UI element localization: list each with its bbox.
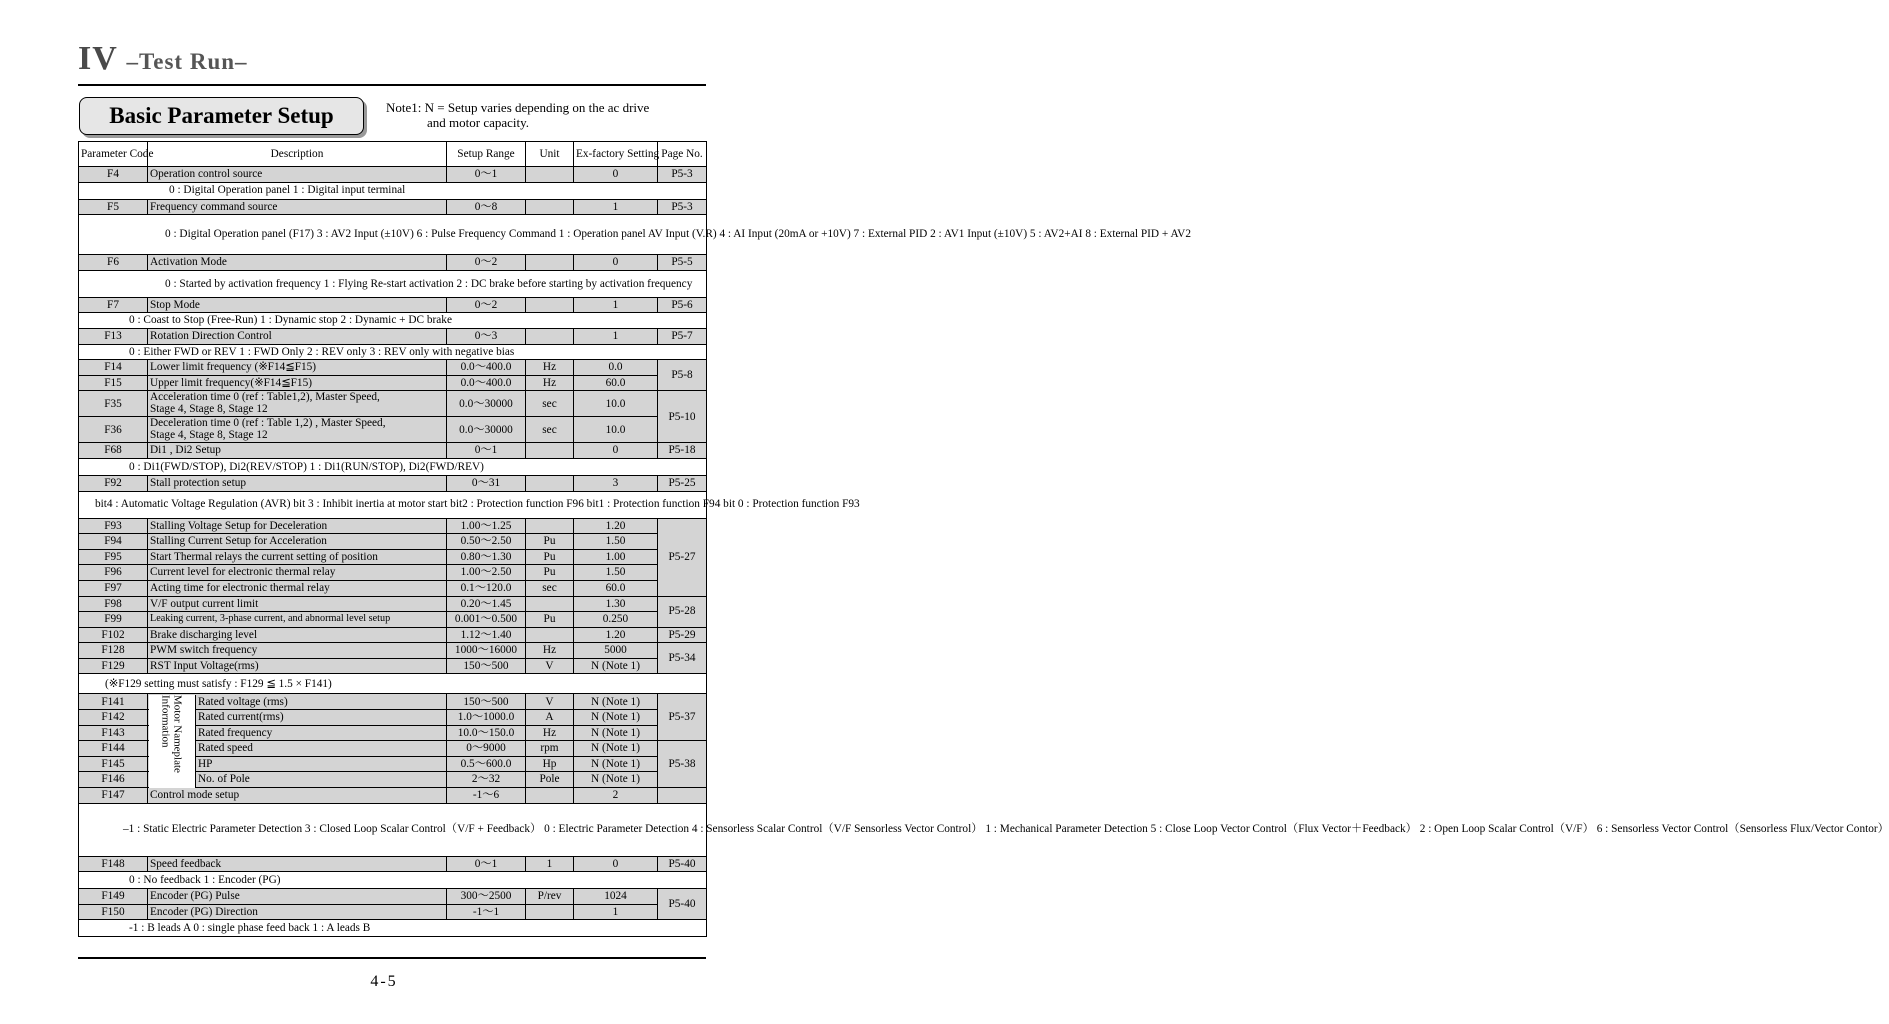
- param-range: 150～500: [447, 658, 526, 674]
- param-range: 0.20～1.45: [447, 596, 526, 612]
- param-page: [658, 788, 707, 804]
- param-unit: [526, 627, 574, 643]
- param-detail: -1 : B leads A 0 : single phase feed back 1 : A leads B: [79, 920, 707, 937]
- table-row: [79, 375, 707, 391]
- param-default: 1.20: [574, 627, 658, 643]
- param-code: F7: [79, 297, 148, 313]
- param-code: F145: [79, 756, 148, 772]
- table-row: [79, 596, 707, 612]
- motor-nameplate-label: [149, 695, 196, 788]
- param-desc: Stop Mode: [148, 297, 447, 313]
- table-detail-row: [79, 872, 707, 889]
- param-page: P5-28: [658, 596, 707, 627]
- param-code: F97: [79, 580, 148, 596]
- param-unit: [526, 297, 574, 313]
- param-range: 0～1: [447, 856, 526, 872]
- header-code: Parameter Code: [79, 142, 148, 167]
- param-code: F13: [79, 328, 148, 344]
- param-code: F68: [79, 443, 148, 459]
- table-row: [79, 167, 707, 183]
- param-code: F36: [79, 417, 148, 443]
- param-unit: sec: [526, 391, 574, 417]
- table-row: [79, 417, 707, 443]
- param-desc: Rated frequency: [148, 725, 447, 741]
- header-rule: [78, 84, 706, 86]
- param-default: 1.30: [574, 596, 658, 612]
- param-range: 0～9000: [447, 741, 526, 757]
- param-desc: Stall protection setup: [148, 475, 447, 491]
- param-unit: [526, 518, 574, 534]
- param-range: 0～1: [447, 167, 526, 183]
- param-page: P5-5: [658, 255, 707, 271]
- param-desc-line: Acceleration time 0 (ref : Table1,2), Master Speed,: [150, 391, 380, 404]
- param-code: F93: [79, 518, 148, 534]
- param-code: F96: [79, 565, 148, 581]
- motor-nameplate-text: Motor Nameplate Information: [159, 694, 184, 773]
- param-desc: Frequency command source: [148, 199, 447, 215]
- param-default: N (Note 1): [574, 710, 658, 726]
- header-default: Ex-factory Setting: [574, 142, 658, 167]
- table-row: [79, 360, 707, 376]
- param-default: N (Note 1): [574, 741, 658, 757]
- param-default: 1: [574, 904, 658, 920]
- table-row: [79, 788, 707, 804]
- param-unit: Hz: [526, 643, 574, 659]
- param-detail: –1 : Static Electric Parameter Detection 3 : Closed Loop Scalar Control（V/F + Feedback） 0 : Electric Parameter Detection 4 : Sensorless Scalar Control（V/F Sensorless Vector Control） 1 : Mechanical Parameter Detection 5 : Close Loop Vector Control（Flux Vector＋Feedback） 2 : Open Loop Scalar Control（V/F） 6 : Sensorless Vector Control（Sensorless Flux/Vector Contor）: [79, 803, 707, 856]
- param-default: 60.0: [574, 375, 658, 391]
- param-code: F141: [79, 694, 148, 710]
- param-code: F98: [79, 596, 148, 612]
- table-row: [79, 328, 707, 344]
- param-desc: Acting time for electronic thermal relay: [148, 580, 447, 596]
- param-desc: Rotation Direction Control: [148, 328, 447, 344]
- param-range: 0.80～1.30: [447, 549, 526, 565]
- param-desc: Lower limit frequency (※F14≦F15): [148, 360, 447, 376]
- param-default: 1: [574, 297, 658, 313]
- param-page: P5-3: [658, 167, 707, 183]
- param-default: N (Note 1): [574, 725, 658, 741]
- param-unit: V: [526, 658, 574, 674]
- table-header-row: [79, 142, 707, 167]
- param-default: 0.0: [574, 360, 658, 376]
- param-code: F4: [79, 167, 148, 183]
- param-code: F95: [79, 549, 148, 565]
- table-detail-row: [79, 458, 707, 475]
- param-unit: Hz: [526, 375, 574, 391]
- param-default: 0: [574, 443, 658, 459]
- param-default: N (Note 1): [574, 756, 658, 772]
- param-desc: Rated current(rms): [148, 710, 447, 726]
- param-range: 0～3: [447, 328, 526, 344]
- param-page: P5-3: [658, 199, 707, 215]
- param-desc: No. of Pole: [148, 772, 447, 788]
- param-range: 0.50～2.50: [447, 534, 526, 550]
- param-unit: [526, 475, 574, 491]
- param-range: 1.00～2.50: [447, 565, 526, 581]
- table-detail-row: [79, 215, 707, 255]
- param-unit: Pu: [526, 565, 574, 581]
- table-row: [79, 658, 707, 674]
- table-row: [79, 518, 707, 534]
- param-code: F94: [79, 534, 148, 550]
- param-default: 5000: [574, 643, 658, 659]
- param-page: P5-34: [658, 643, 707, 674]
- parameter-table: [78, 141, 1889, 937]
- param-unit: [526, 255, 574, 271]
- param-desc: Encoder (PG) Direction: [148, 904, 447, 920]
- param-range: 0～2: [447, 255, 526, 271]
- param-code: F128: [79, 643, 148, 659]
- table-detail-row: [79, 270, 707, 297]
- param-default: 10.0: [574, 391, 658, 417]
- param-range: 1.0～1000.0: [447, 710, 526, 726]
- note: [386, 100, 649, 130]
- param-code: F148: [79, 856, 148, 872]
- param-default: 1024: [574, 889, 658, 905]
- param-unit: sec: [526, 580, 574, 596]
- param-detail: 0 : Digital Operation panel (F17) 3 : AV2 Input (±10V) 6 : Pulse Frequency Command 1 : Operation panel AV Input (V.R) 4 : AI Input (20mA or +10V) 7 : External PID 2 : AV1 Input (±10V) 5 : AV2+AI 8 : External PID + AV2: [79, 215, 707, 255]
- param-desc: Upper limit frequency(※F14≦F15): [148, 375, 447, 391]
- table-detail-row: [79, 313, 707, 329]
- param-code: F149: [79, 889, 148, 905]
- footer-rule: [78, 957, 706, 959]
- param-page: P5-8: [658, 360, 707, 391]
- table-row: [79, 565, 707, 581]
- param-default: 0: [574, 255, 658, 271]
- param-unit: [526, 199, 574, 215]
- table-row: [79, 627, 707, 643]
- param-code: F150: [79, 904, 148, 920]
- param-range: -1～1: [447, 904, 526, 920]
- param-page: P5-40: [658, 889, 707, 920]
- param-code: F144: [79, 741, 148, 757]
- param-unit: [526, 904, 574, 920]
- header-description: Description: [148, 142, 447, 167]
- param-unit: [526, 328, 574, 344]
- param-unit: Pu: [526, 549, 574, 565]
- param-code: F146: [79, 772, 148, 788]
- chapter-heading: [78, 40, 248, 78]
- param-range: 0.0～30000: [447, 391, 526, 417]
- param-range: 0.5～600.0: [447, 756, 526, 772]
- param-code: F142: [79, 710, 148, 726]
- param-default: 2: [574, 788, 658, 804]
- table-row: [79, 904, 707, 920]
- param-unit: P/rev: [526, 889, 574, 905]
- table-row: [79, 856, 707, 872]
- table-row: [79, 643, 707, 659]
- chapter-title: –Test Run–: [126, 49, 248, 74]
- param-range: 0.0～30000: [447, 417, 526, 443]
- param-desc: [148, 417, 447, 443]
- param-detail: 0 : No feedback 1 : Encoder (PG): [79, 872, 707, 889]
- table-row: [79, 580, 707, 596]
- param-desc: PWM switch frequency: [148, 643, 447, 659]
- table-row: [79, 534, 707, 550]
- param-unit: [526, 788, 574, 804]
- param-detail: 0 : Either FWD or REV 1 : FWD Only 2 : REV only 3 : REV only with negative bias: [79, 344, 707, 360]
- table-detail-row: [79, 803, 707, 856]
- param-page: P5-38: [658, 741, 707, 788]
- param-default: N (Note 1): [574, 658, 658, 674]
- param-unit: [526, 167, 574, 183]
- param-desc: Encoder (PG) Pulse: [148, 889, 447, 905]
- param-default: 0: [574, 856, 658, 872]
- param-default: N (Note 1): [574, 694, 658, 710]
- param-code: F15: [79, 375, 148, 391]
- param-range: 1.12～1.40: [447, 627, 526, 643]
- table-row: [79, 889, 707, 905]
- table-detail-row: [79, 491, 707, 518]
- param-range: 0～1: [447, 443, 526, 459]
- param-code: F92: [79, 475, 148, 491]
- param-range: 0.1～120.0: [447, 580, 526, 596]
- param-desc: Start Thermal relays the current setting of position: [148, 549, 447, 565]
- param-range: 0～31: [447, 475, 526, 491]
- param-desc-line: Deceleration time 0 (ref : Table 1,2) , Master Speed,: [150, 417, 386, 430]
- param-desc-line: Stage 4, Stage 8, Stage 12: [150, 428, 268, 441]
- table-detail-row: [79, 182, 707, 199]
- table-row: [79, 255, 707, 271]
- param-code: F6: [79, 255, 148, 271]
- param-detail: 0 : Started by activation frequency 1 : Flying Re-start activation 2 : DC brake before starting by activation frequency: [79, 270, 707, 297]
- param-desc: HP: [148, 756, 447, 772]
- param-range: 300～2500: [447, 889, 526, 905]
- param-code: F5: [79, 199, 148, 215]
- param-detail: (※F129 setting must satisfy : F129 ≦ 1.5 × F141): [79, 674, 707, 694]
- table-detail-row: [79, 344, 707, 360]
- param-range: 0.0～400.0: [447, 375, 526, 391]
- table-row: [79, 199, 707, 215]
- param-desc: Leaking current, 3-phase current, and abnormal level setup: [148, 612, 447, 628]
- param-desc-text: Rated voltage (rms): [198, 695, 288, 708]
- param-unit: sec: [526, 417, 574, 443]
- param-range: 0.0～400.0: [447, 360, 526, 376]
- param-desc: Activation Mode: [148, 255, 447, 271]
- param-default: 1: [574, 328, 658, 344]
- param-range: 1000～16000: [447, 643, 526, 659]
- table-detail-row: [79, 674, 707, 694]
- note-line-1: Note1: N = Setup varies depending on the ac drive: [386, 100, 650, 115]
- param-desc: RST Input Voltage(rms): [148, 658, 447, 674]
- table-row: [79, 443, 707, 459]
- param-desc: Stalling Current Setup for Acceleration: [148, 534, 447, 550]
- param-range: -1～6: [447, 788, 526, 804]
- param-code: F102: [79, 627, 148, 643]
- param-unit: [526, 443, 574, 459]
- param-unit: [526, 596, 574, 612]
- param-unit: Pu: [526, 534, 574, 550]
- param-default: 1.20: [574, 518, 658, 534]
- param-detail: 0 : Coast to Stop (Free-Run) 1 : Dynamic stop 2 : Dynamic + DC brake: [79, 313, 707, 329]
- param-page: P5-18: [658, 443, 707, 459]
- header-unit: Unit: [526, 142, 574, 167]
- param-range: 0～2: [447, 297, 526, 313]
- table-row: [79, 391, 707, 417]
- param-detail: 0 : Di1(FWD/STOP), Di2(REV/STOP) 1 : Di1(RUN/STOP), Di2(FWD/REV): [79, 458, 707, 475]
- param-page: P5-29: [658, 627, 707, 643]
- param-default: 1.00: [574, 549, 658, 565]
- table-row: [79, 297, 707, 313]
- param-default: 60.0: [574, 580, 658, 596]
- param-unit: Hp: [526, 756, 574, 772]
- param-desc: Stalling Voltage Setup for Deceleration: [148, 518, 447, 534]
- param-code: F14: [79, 360, 148, 376]
- param-code: F129: [79, 658, 148, 674]
- table-row: [79, 475, 707, 491]
- param-unit: Pole: [526, 772, 574, 788]
- param-desc: Control mode setup: [148, 788, 447, 804]
- param-range: 150～500: [447, 694, 526, 710]
- param-code: F35: [79, 391, 148, 417]
- param-unit: A: [526, 710, 574, 726]
- param-default: 10.0: [574, 417, 658, 443]
- table-row: [79, 612, 707, 628]
- param-range: 0～8: [447, 199, 526, 215]
- param-detail: 0 : Digital Operation panel 1 : Digital input terminal: [79, 182, 707, 199]
- param-page: P5-25: [658, 475, 707, 491]
- param-desc: Brake discharging level: [148, 627, 447, 643]
- chapter-roman: IV: [78, 40, 118, 77]
- param-default: N (Note 1): [574, 772, 658, 788]
- param-desc: V/F output current limit: [148, 596, 447, 612]
- param-unit: 1: [526, 856, 574, 872]
- table-row: [79, 549, 707, 565]
- param-default: 1.50: [574, 565, 658, 581]
- header-range: Setup Range: [447, 142, 526, 167]
- param-desc: Current level for electronic thermal relay: [148, 565, 447, 581]
- param-unit: rpm: [526, 741, 574, 757]
- param-unit: V: [526, 694, 574, 710]
- param-range: 10.0～150.0: [447, 725, 526, 741]
- param-default: 1.50: [574, 534, 658, 550]
- page-number: 4-5: [370, 973, 398, 990]
- param-default: 0.250: [574, 612, 658, 628]
- param-desc-line: Stage 4, Stage 8, Stage 12: [150, 402, 268, 415]
- param-detail: bit4 : Automatic Voltage Regulation (AVR) bit 3 : Inhibit inertia at motor start bit2 : Protection function F96 bit1 : Protection function F94 bit 0 : Protection function F93: [79, 491, 707, 518]
- param-desc: Di1 , Di2 Setup: [148, 443, 447, 459]
- param-desc: Speed feedback: [148, 856, 447, 872]
- param-desc: Operation control source: [148, 167, 447, 183]
- param-unit: Hz: [526, 725, 574, 741]
- param-page: P5-6: [658, 297, 707, 313]
- section-title: Basic Parameter Setup: [79, 97, 364, 135]
- param-page: P5-10: [658, 391, 707, 443]
- param-range: 1.00～1.25: [447, 518, 526, 534]
- param-default: 0: [574, 167, 658, 183]
- param-page: P5-27: [658, 518, 707, 596]
- param-range: 2～32: [447, 772, 526, 788]
- param-code: F147: [79, 788, 148, 804]
- param-page: P5-7: [658, 328, 707, 344]
- param-default: 3: [574, 475, 658, 491]
- param-code: F143: [79, 725, 148, 741]
- param-default: 1: [574, 199, 658, 215]
- param-desc: [148, 391, 447, 417]
- param-desc: Rated speed: [148, 741, 447, 757]
- param-unit: Pu: [526, 612, 574, 628]
- param-page: P5-40: [658, 856, 707, 872]
- table-detail-row: [79, 920, 707, 937]
- param-page: P5-37: [658, 694, 707, 741]
- note-line-2: and motor capacity.: [427, 115, 530, 130]
- param-range: 0.001～0.500: [447, 612, 526, 628]
- param-unit: Hz: [526, 360, 574, 376]
- param-code: F99: [79, 612, 148, 628]
- header-page: Page No.: [658, 142, 707, 167]
